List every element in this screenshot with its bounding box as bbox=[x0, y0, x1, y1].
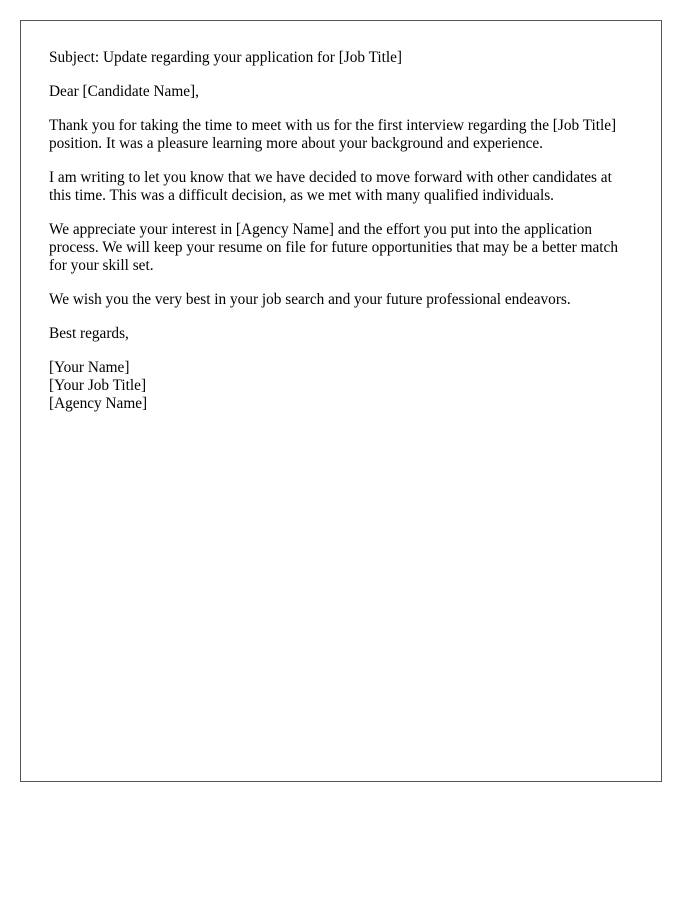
letter-page bbox=[20, 20, 662, 782]
paragraph-wishes: We wish you the very best in your job search and your future professional endeavors. bbox=[49, 291, 571, 308]
letter-closing: Best regards, bbox=[49, 325, 129, 342]
letter-subject: Subject: Update regarding your application for [Job Title] bbox=[49, 49, 403, 66]
signature-job-title: [Your Job Title] bbox=[49, 377, 147, 394]
signature-name: [Your Name] bbox=[49, 359, 130, 376]
paragraph-appreciation: We appreciate your interest in [Agency Name] and the effort you put into the application process. We will keep your resume on file for future opportunities that may be a better match for your skill set. bbox=[49, 221, 618, 274]
signature-block bbox=[49, 359, 633, 413]
paragraph-thank-you: Thank you for taking the time to meet with us for the first interview regarding the [Job Title] position. It was a pleasure learning more about your background and experience. bbox=[49, 117, 617, 152]
signature-agency: [Agency Name] bbox=[49, 395, 148, 412]
paragraph-decision: I am writing to let you know that we have decided to move forward with other candidates at this time. This was a difficult decision, as we met with many qualified individuals. bbox=[49, 169, 612, 204]
letter-greeting: Dear [Candidate Name], bbox=[49, 83, 199, 100]
